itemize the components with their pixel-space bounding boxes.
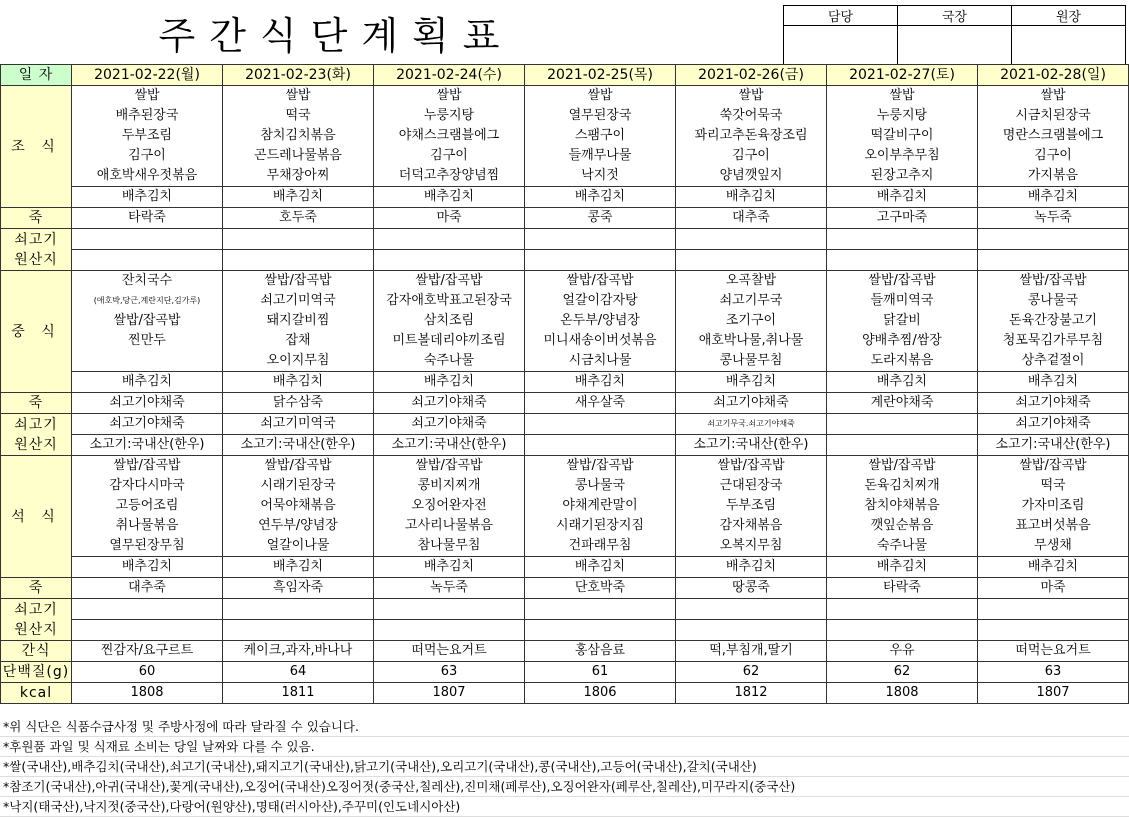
breakfast-row <box>1 126 1129 146</box>
dinner-menu-item: 배추김치 <box>827 557 978 578</box>
date-header: 2021-02-27(토) <box>827 65 978 86</box>
dinner-menu-item: 콩나물국 <box>525 476 676 496</box>
breakfast-menu-item: 배추김치 <box>827 187 978 208</box>
dinner-porridge-item: 녹두죽 <box>374 578 525 599</box>
breakfast-menu-item: 배추김치 <box>676 187 827 208</box>
approval-box <box>783 5 1126 65</box>
origin-label-line2: 원산지 <box>14 621 58 638</box>
breakfast-menu-item: 오이부추무침 <box>827 146 978 166</box>
date-header: 2021-02-22(월) <box>72 65 223 86</box>
note-line: *참조기(국내산),아귀(국내산),꽃게(국내산),오징어(국내산)오징어젓(중국산,칠레산),진미채(페루산),오징어완자(페루산,칠레산),미꾸라지(중국산) <box>0 777 1129 797</box>
notes-section <box>0 717 1129 817</box>
dinner-origin-item <box>827 599 978 620</box>
breakfast-menu-item: 두부조림 <box>72 126 223 146</box>
breakfast-menu-item: 김구이 <box>676 146 827 166</box>
lunch-porridge-row <box>1 393 1129 414</box>
dinner-menu-item: 고등어조림 <box>72 496 223 516</box>
kcal-value: 1807 <box>374 683 525 704</box>
snack-item: 찐감자/요구르트 <box>72 641 223 662</box>
dinner-menu-item: 숙주나물 <box>827 536 978 557</box>
breakfast-menu-item: 배추김치 <box>525 187 676 208</box>
lunch-menu-item: 콩나물무침 <box>676 351 827 372</box>
lunch-menu-item: 쇠고기미역국 <box>223 291 374 311</box>
date-header: 2021-02-26(금) <box>676 65 827 86</box>
snack-label: 간식 <box>1 641 72 662</box>
lunch-menu-item: 돼지갈비찜 <box>223 311 374 331</box>
dinner-menu-item: 돈육김치찌개 <box>827 476 978 496</box>
dinner-menu-item: 배추김치 <box>223 557 374 578</box>
date-label: 일 자 <box>1 65 72 86</box>
snack-item: 케이크,과자,바나나 <box>223 641 374 662</box>
breakfast-origin-item <box>525 229 676 250</box>
lunch-menu-item: 배추김치 <box>978 372 1129 393</box>
protein-value: 61 <box>525 662 676 683</box>
lunch-menu-item: 배추김치 <box>374 372 525 393</box>
lunch-menu-item: 배추김치 <box>525 372 676 393</box>
breakfast-row <box>1 106 1129 126</box>
approval-sign-manager[interactable] <box>784 26 898 65</box>
breakfast-menu-item: 명란스크램블에그 <box>978 126 1129 146</box>
dinner-origin-item <box>72 599 223 620</box>
dinner-row <box>1 476 1129 496</box>
dinner-menu-item: 고사리나물볶음 <box>374 516 525 536</box>
protein-value: 60 <box>72 662 223 683</box>
dinner-menu-item: 근대된장국 <box>676 476 827 496</box>
approval-header-head: 원장 <box>1012 6 1126 26</box>
breakfast-row <box>1 166 1129 187</box>
breakfast-menu-item: 떡갈비구이 <box>827 126 978 146</box>
breakfast-menu-item: 김구이 <box>72 146 223 166</box>
lunch-origin-item: 쇠고기무국.쇠고기야채죽 <box>676 414 827 435</box>
dinner-origin-item <box>978 620 1129 641</box>
snack-item: 떠먹는요거트 <box>978 641 1129 662</box>
breakfast-origin-item <box>978 250 1129 271</box>
breakfast-porridge-item: 고구마죽 <box>827 208 978 229</box>
breakfast-origin-item <box>978 229 1129 250</box>
dinner-row <box>1 557 1129 578</box>
breakfast-menu-item: 양념깻잎지 <box>676 166 827 187</box>
breakfast-origin-item <box>223 229 374 250</box>
date-header-row <box>1 65 1129 86</box>
kcal-value: 1806 <box>525 683 676 704</box>
dinner-menu-item: 야채계란말이 <box>525 496 676 516</box>
breakfast-menu-item: 가지볶음 <box>978 166 1129 187</box>
breakfast-menu-item: 된장고추지 <box>827 166 978 187</box>
breakfast-menu-item: 쑥갓어묵국 <box>676 106 827 126</box>
breakfast-menu-item: 김구이 <box>978 146 1129 166</box>
menu-table <box>0 64 1129 704</box>
snack-row <box>1 641 1129 662</box>
dinner-menu-item: 배추김치 <box>676 557 827 578</box>
breakfast-porridge-label: 죽 <box>1 208 72 229</box>
breakfast-menu-item: 쌀밥 <box>978 86 1129 107</box>
dinner-porridge-item: 타락죽 <box>827 578 978 599</box>
lunch-menu-item: 애호박나물,취나물 <box>676 331 827 351</box>
breakfast-origin-item <box>827 229 978 250</box>
dinner-origin-row <box>1 599 1129 620</box>
dinner-menu-item: 어묵야채볶음 <box>223 496 374 516</box>
dinner-porridge-item: 땅콩죽 <box>676 578 827 599</box>
dinner-menu-item: 감자다시마국 <box>72 476 223 496</box>
lunch-porridge-item: 계란야채죽 <box>827 393 978 414</box>
note-line: *낙지(태국산),낙지젓(중국산),다랑어(원양산),명태(러시아산),주꾸미(인도네시아산) <box>0 797 1129 817</box>
breakfast-menu-item: 누룽지탕 <box>827 106 978 126</box>
dinner-row <box>1 496 1129 516</box>
origin-label-line1: 쇠고기 <box>14 231 58 248</box>
dinner-menu-item: 무생채 <box>978 536 1129 557</box>
lunch-origin-item <box>525 414 676 435</box>
lunch-porridge-label: 죽 <box>1 393 72 414</box>
lunch-menu-item: 배추김치 <box>827 372 978 393</box>
protein-label: 단백질(g) <box>1 662 72 683</box>
dinner-label: 석 식 <box>1 456 72 578</box>
note-line: *후원품 과일 및 식재료 소비는 당일 날짜와 다를 수 있음. <box>0 737 1129 757</box>
breakfast-menu-item: 더덕고추장양념찜 <box>374 166 525 187</box>
dinner-menu-item: 취나물볶음 <box>72 516 223 536</box>
lunch-menu-item: 쇠고기무국 <box>676 291 827 311</box>
dinner-origin-item <box>827 620 978 641</box>
lunch-menu-item: 찐만두 <box>72 331 223 351</box>
dinner-menu-item: 쌀밥/잡곡밥 <box>676 456 827 477</box>
lunch-menu-item: 콩나물국 <box>978 291 1129 311</box>
breakfast-origin-item <box>72 229 223 250</box>
dinner-menu-item: 쌀밥/잡곡밥 <box>525 456 676 477</box>
breakfast-menu-item: 참치김치볶음 <box>223 126 374 146</box>
protein-row <box>1 662 1129 683</box>
dinner-porridge-item: 대추죽 <box>72 578 223 599</box>
dinner-porridge-label: 죽 <box>1 578 72 599</box>
snack-item: 우유 <box>827 641 978 662</box>
dinner-menu-item: 시래기된장지짐 <box>525 516 676 536</box>
lunch-menu-item: 잔치국수 <box>72 271 223 292</box>
breakfast-menu-item: 쌀밥 <box>223 86 374 107</box>
lunch-row <box>1 291 1129 311</box>
kcal-value: 1807 <box>978 683 1129 704</box>
lunch-porridge-item: 쇠고기야채죽 <box>978 393 1129 414</box>
lunch-porridge-item: 쇠고기야채죽 <box>676 393 827 414</box>
lunch-origin-item: 소고기:국내산(한우) <box>223 435 374 456</box>
lunch-menu-item: 들깨미역국 <box>827 291 978 311</box>
date-header: 2021-02-25(목) <box>525 65 676 86</box>
lunch-menu-item: 오이지무침 <box>223 351 374 372</box>
lunch-menu-item: 삼치조림 <box>374 311 525 331</box>
lunch-porridge-item: 쇠고기야채죽 <box>72 393 223 414</box>
dinner-origin-item <box>374 620 525 641</box>
lunch-menu-item: 청포묵김가루무침 <box>978 331 1129 351</box>
breakfast-menu-item: 쌀밥 <box>72 86 223 107</box>
dinner-menu-item: 배추김치 <box>525 557 676 578</box>
lunch-menu-item: 잡채 <box>223 331 374 351</box>
protein-value: 62 <box>676 662 827 683</box>
breakfast-menu-item: 곤드레나물볶음 <box>223 146 374 166</box>
lunch-origin-item: 쇠고기야채죽 <box>374 414 525 435</box>
kcal-label: kcal <box>1 683 72 704</box>
lunch-porridge-item: 쇠고기야채죽 <box>374 393 525 414</box>
lunch-menu-item: 양배추찜/쌈장 <box>827 331 978 351</box>
dinner-menu-item: 깻잎순볶음 <box>827 516 978 536</box>
lunch-origin-item: 소고기:국내산(한우) <box>676 435 827 456</box>
origin-label-line1: 쇠고기 <box>14 601 58 618</box>
origin-label-line2: 원산지 <box>14 251 58 268</box>
lunch-menu-item: 쌀밥/잡곡밥 <box>72 311 223 331</box>
breakfast-menu-item: 누룽지탕 <box>374 106 525 126</box>
kcal-value: 1808 <box>827 683 978 704</box>
dinner-menu-item: 콩비지찌개 <box>374 476 525 496</box>
breakfast-origin-row <box>1 250 1129 271</box>
dinner-menu-item: 오징어완자전 <box>374 496 525 516</box>
dinner-menu-item: 가자미조림 <box>978 496 1129 516</box>
dinner-menu-item: 쌀밥/잡곡밥 <box>827 456 978 477</box>
breakfast-row <box>1 146 1129 166</box>
breakfast-menu-item: 야채스크램블에그 <box>374 126 525 146</box>
lunch-menu-item: 도라지볶음 <box>827 351 978 372</box>
date-header: 2021-02-23(화) <box>223 65 374 86</box>
breakfast-origin-label <box>1 229 72 271</box>
dinner-menu-item: 연두부/양념장 <box>223 516 374 536</box>
breakfast-row <box>1 86 1129 107</box>
lunch-menu-item: 상추겉절이 <box>978 351 1129 372</box>
breakfast-origin-item <box>374 229 525 250</box>
breakfast-menu-item: 김구이 <box>374 146 525 166</box>
breakfast-menu-item: 시금치된장국 <box>978 106 1129 126</box>
lunch-menu-item: 미트볼데리야끼조림 <box>374 331 525 351</box>
dinner-origin-item <box>223 620 374 641</box>
dinner-origin-item <box>374 599 525 620</box>
breakfast-menu-item: 배추김치 <box>374 187 525 208</box>
breakfast-menu-item: 배추김치 <box>223 187 374 208</box>
snack-item: 홍삼음료 <box>525 641 676 662</box>
protein-value: 63 <box>374 662 525 683</box>
dinner-origin-item <box>978 599 1129 620</box>
breakfast-menu-item: 무채장아찌 <box>223 166 374 187</box>
approval-sign-director[interactable] <box>898 26 1012 65</box>
breakfast-menu-item: 배추김치 <box>72 187 223 208</box>
lunch-menu-item: 숙주나물 <box>374 351 525 372</box>
breakfast-porridge-item: 호두죽 <box>223 208 374 229</box>
breakfast-origin-item <box>223 250 374 271</box>
lunch-menu-item: 쌀밥/잡곡밥 <box>223 271 374 292</box>
dinner-origin-item <box>525 599 676 620</box>
dinner-menu-item: 배추김치 <box>72 557 223 578</box>
breakfast-porridge-item: 마죽 <box>374 208 525 229</box>
origin-label-line2: 원산지 <box>14 436 58 453</box>
breakfast-menu-item: 배추김치 <box>978 187 1129 208</box>
lunch-row <box>1 351 1129 372</box>
lunch-row <box>1 331 1129 351</box>
note-line: *위 식단은 식품수급사정 및 주방사정에 따라 달라질 수 있습니다. <box>0 717 1129 737</box>
lunch-row <box>1 311 1129 331</box>
lunch-origin-item <box>827 435 978 456</box>
breakfast-porridge-row <box>1 208 1129 229</box>
lunch-porridge-item: 닭수삼죽 <box>223 393 374 414</box>
dinner-row <box>1 516 1129 536</box>
breakfast-menu-item: 쌀밥 <box>525 86 676 107</box>
breakfast-origin-row <box>1 229 1129 250</box>
breakfast-porridge-item: 콩죽 <box>525 208 676 229</box>
lunch-origin-item: 쇠고기야채죽 <box>72 414 223 435</box>
breakfast-menu-item: 열무된장국 <box>525 106 676 126</box>
breakfast-menu-item: 꽈리고추돈육장조림 <box>676 126 827 146</box>
breakfast-menu-item: 떡국 <box>223 106 374 126</box>
kcal-row <box>1 683 1129 704</box>
date-header: 2021-02-28(일) <box>978 65 1129 86</box>
dinner-origin-label <box>1 599 72 641</box>
dinner-menu-item: 참나물무침 <box>374 536 525 557</box>
breakfast-menu-item: 낙지젓 <box>525 166 676 187</box>
origin-label-line1: 쇠고기 <box>14 416 58 433</box>
dinner-menu-item: 시래기된장국 <box>223 476 374 496</box>
dinner-menu-item: 열무된장무침 <box>72 536 223 557</box>
lunch-menu-item: 감자애호박표고된장국 <box>374 291 525 311</box>
lunch-menu-item: 미니새송이버섯볶음 <box>525 331 676 351</box>
lunch-row <box>1 271 1129 292</box>
breakfast-origin-item <box>676 229 827 250</box>
dinner-origin-item <box>676 620 827 641</box>
date-header: 2021-02-24(수) <box>374 65 525 86</box>
dinner-origin-item <box>72 620 223 641</box>
breakfast-menu-item: 들깨무나물 <box>525 146 676 166</box>
dinner-porridge-item: 흑임자죽 <box>223 578 374 599</box>
approval-header-manager: 담당 <box>784 6 898 26</box>
dinner-menu-item: 두부조림 <box>676 496 827 516</box>
lunch-origin-label <box>1 414 72 456</box>
breakfast-menu-item: 스팸구이 <box>525 126 676 146</box>
breakfast-menu-item: 쌀밥 <box>676 86 827 107</box>
dinner-menu-item: 쌀밥/잡곡밥 <box>223 456 374 477</box>
lunch-menu-item: 오곡찰밥 <box>676 271 827 292</box>
approval-sign-head[interactable] <box>1012 26 1126 65</box>
breakfast-porridge-item: 대추죽 <box>676 208 827 229</box>
dinner-menu-item: 오복지무침 <box>676 536 827 557</box>
lunch-porridge-item: 새우살죽 <box>525 393 676 414</box>
dinner-menu-item: 참치야채볶음 <box>827 496 978 516</box>
lunch-origin-item: 소고기:국내산(한우) <box>374 435 525 456</box>
dinner-porridge-row <box>1 578 1129 599</box>
lunch-menu-item: 쌀밥/잡곡밥 <box>374 271 525 292</box>
dinner-menu-item: 배추김치 <box>978 557 1129 578</box>
snack-item: 떡,부침개,딸기 <box>676 641 827 662</box>
lunch-origin-row <box>1 435 1129 456</box>
breakfast-porridge-item: 녹두죽 <box>978 208 1129 229</box>
lunch-menu-item: 배추김치 <box>223 372 374 393</box>
protein-value: 63 <box>978 662 1129 683</box>
lunch-origin-item: 소고기:국내산(한우) <box>72 435 223 456</box>
breakfast-origin-item <box>676 250 827 271</box>
lunch-row <box>1 372 1129 393</box>
breakfast-origin-item <box>72 250 223 271</box>
lunch-menu-item: 쌀밥/잡곡밥 <box>827 271 978 292</box>
protein-value: 62 <box>827 662 978 683</box>
lunch-origin-row <box>1 414 1129 435</box>
breakfast-origin-item <box>374 250 525 271</box>
lunch-menu-item: 닭갈비 <box>827 311 978 331</box>
page-title: 주간식단계획표 <box>158 13 514 58</box>
lunch-menu-item: (애호박,당근,계란지단,김가루) <box>72 291 223 311</box>
dinner-menu-item: 배추김치 <box>374 557 525 578</box>
lunch-menu-item: 조기구이 <box>676 311 827 331</box>
note-line: *쌀(국내산),배추김치(국내산),쇠고기(국내산),돼지고기(국내산),닭고기(국내산),오리고기(국내산),콩(국내산),고등어(국내산),갈치(국내산) <box>0 757 1129 777</box>
lunch-menu-item: 얼갈이감자탕 <box>525 291 676 311</box>
dinner-porridge-item: 마죽 <box>978 578 1129 599</box>
lunch-origin-item: 쇠고기야채죽 <box>978 414 1129 435</box>
lunch-origin-item <box>525 435 676 456</box>
lunch-menu-item: 쌀밥/잡곡밥 <box>978 271 1129 292</box>
dinner-menu-item: 표고버섯볶음 <box>978 516 1129 536</box>
breakfast-menu-item: 쌀밥 <box>827 86 978 107</box>
breakfast-label: 조 식 <box>1 86 72 208</box>
lunch-origin-item <box>827 414 978 435</box>
dinner-row <box>1 536 1129 557</box>
breakfast-menu-item: 배추된장국 <box>72 106 223 126</box>
lunch-menu-item: 배추김치 <box>72 372 223 393</box>
lunch-origin-item: 쇠고기미역국 <box>223 414 374 435</box>
kcal-value: 1808 <box>72 683 223 704</box>
dinner-origin-row <box>1 620 1129 641</box>
dinner-menu-item: 쌀밥/잡곡밥 <box>72 456 223 477</box>
dinner-menu-item: 떡국 <box>978 476 1129 496</box>
dinner-row <box>1 456 1129 477</box>
lunch-menu-item: 시금치나물 <box>525 351 676 372</box>
dinner-origin-item <box>525 620 676 641</box>
lunch-menu-item: 배추김치 <box>676 372 827 393</box>
protein-value: 64 <box>223 662 374 683</box>
breakfast-row <box>1 187 1129 208</box>
dinner-origin-item <box>223 599 374 620</box>
breakfast-origin-item <box>525 250 676 271</box>
breakfast-menu-item: 애호박새우젓볶음 <box>72 166 223 187</box>
dinner-menu-item: 쌀밥/잡곡밥 <box>978 456 1129 477</box>
breakfast-origin-item <box>827 250 978 271</box>
kcal-value: 1811 <box>223 683 374 704</box>
dinner-origin-item <box>676 599 827 620</box>
dinner-porridge-item: 단호박죽 <box>525 578 676 599</box>
snack-item: 떠먹는요거트 <box>374 641 525 662</box>
lunch-menu-item: 쌀밥/잡곡밥 <box>525 271 676 292</box>
breakfast-porridge-item: 타락죽 <box>72 208 223 229</box>
breakfast-menu-item: 쌀밥 <box>374 86 525 107</box>
lunch-menu-item: 돈육간장불고기 <box>978 311 1129 331</box>
lunch-menu-item <box>72 351 223 372</box>
lunch-label: 중 식 <box>1 271 72 393</box>
dinner-menu-item: 감자채볶음 <box>676 516 827 536</box>
dinner-menu-item: 얼갈이나물 <box>223 536 374 557</box>
dinner-menu-item: 쌀밥/잡곡밥 <box>374 456 525 477</box>
lunch-origin-item: 소고기:국내산(한우) <box>978 435 1129 456</box>
approval-header-director: 국장 <box>898 6 1012 26</box>
dinner-menu-item: 건파래무침 <box>525 536 676 557</box>
kcal-value: 1812 <box>676 683 827 704</box>
lunch-menu-item: 온두부/양념장 <box>525 311 676 331</box>
